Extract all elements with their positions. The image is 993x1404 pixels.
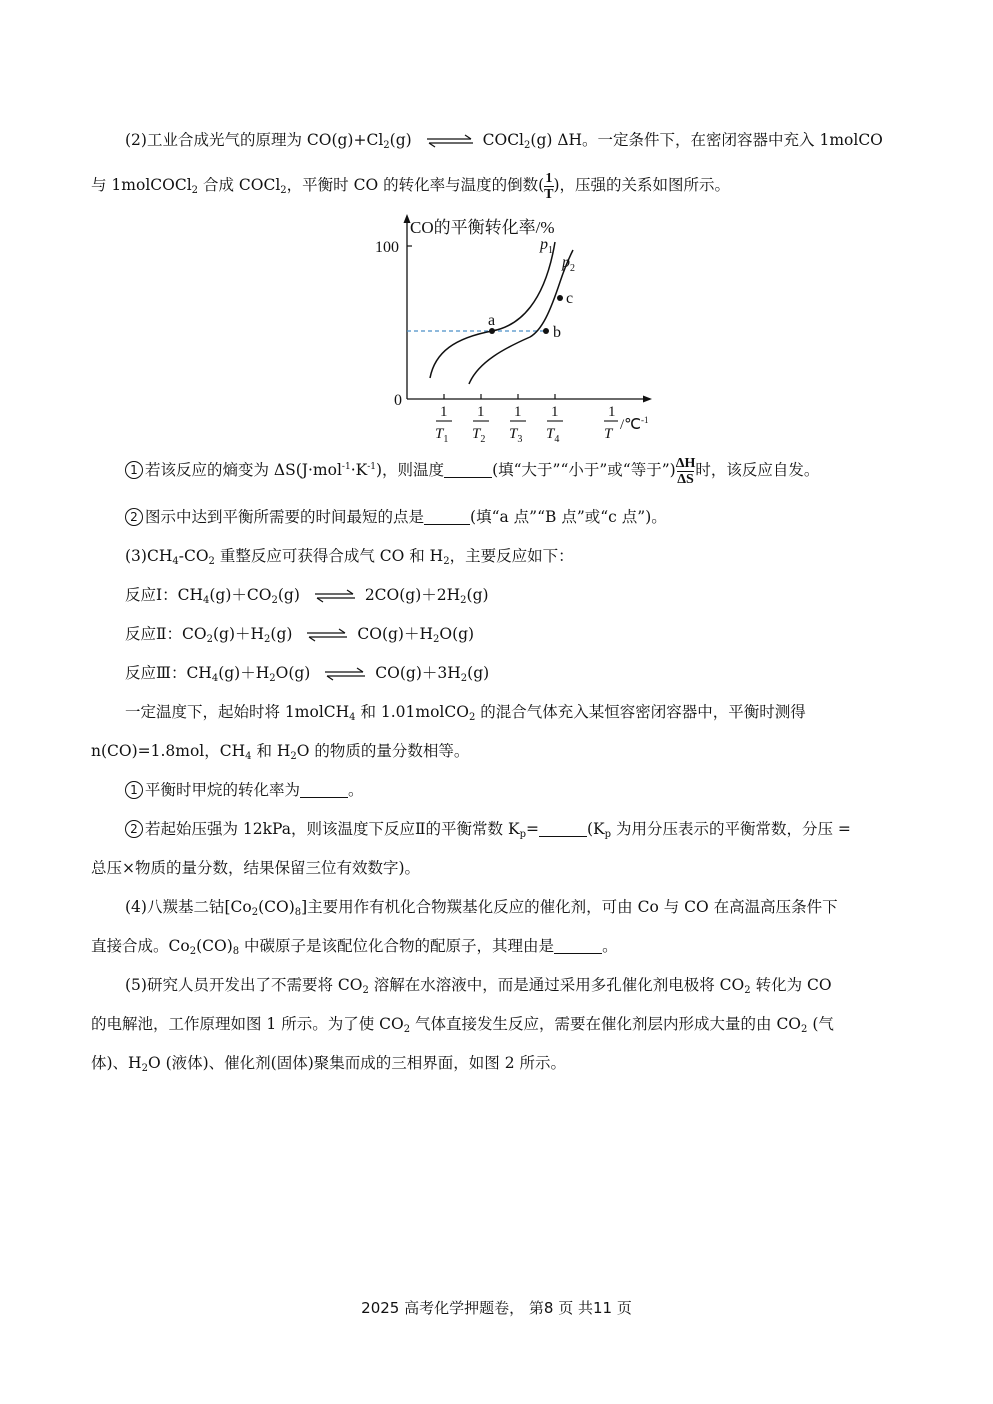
text: 与 1molCOCl (91, 176, 192, 194)
text: 若起始压强为 12kPa，则该温度下反应Ⅱ的平衡常数 K (145, 820, 520, 838)
origin-label: 0 (394, 392, 402, 409)
text: 重整反应可获得合成气 CO 和 H (214, 547, 444, 565)
subscript: 2 (251, 907, 259, 918)
x-unit-den: T (604, 426, 613, 442)
text: ·K (350, 461, 368, 479)
reaction-1-line (0, 580, 993, 610)
x-unit-label: /℃$^{-1}$ (620, 415, 649, 433)
subscript: 2 (189, 946, 197, 957)
q3-2-line-2 (0, 853, 993, 883)
subscript: 2 (264, 634, 271, 645)
q4-line-2 (0, 931, 993, 961)
text: CO(g)＋3H (375, 664, 461, 682)
subscript: 4 (172, 556, 179, 567)
text: 平衡时甲烷的转化率为 (145, 781, 301, 799)
text: 的电解池，工作原理如图 1 所示。为了使 CO (91, 1015, 404, 1033)
q2-line-2 (0, 170, 993, 200)
x-tick-label-num: 1 (551, 404, 559, 420)
answer-blank[interactable] (539, 818, 587, 837)
fraction-dH-over-dS (676, 456, 696, 487)
equilibrium-arrow-icon (305, 629, 349, 641)
text: (填“大于”“小于”或“等于”) (492, 461, 676, 479)
data-point-b (543, 328, 549, 334)
subscript: 2 (280, 185, 287, 196)
x-tick-group (435, 394, 563, 445)
subscript: 2 (460, 595, 467, 606)
text: O (液体)、催化剂(固体)聚集而成的三相界面，如图 2 所示。 (147, 1054, 566, 1072)
x-tick-label-1: $T_1$ (435, 426, 449, 445)
y-tick-label-100: 100 (375, 239, 399, 256)
text: (5)研究人员开发出了不需要将 CO (125, 976, 363, 994)
text: O(g) (439, 625, 475, 643)
x-tick-label-3: $T_3$ (509, 426, 523, 445)
subscript: 8 (294, 907, 302, 918)
subscript: 2 (271, 595, 278, 606)
circled-number-2: 2 (125, 508, 143, 526)
text: (g)＋H (218, 664, 270, 682)
text: ，平衡时 CO 的转化率与温度的倒数( (286, 176, 545, 194)
text: (g) ΔH。一定条件下，在密闭容器中充入 1molCO (530, 131, 883, 149)
text: ，主要反应如下： (449, 547, 574, 565)
text: = (525, 820, 539, 838)
q3-paragraph-line-1 (0, 697, 993, 727)
text: (K (586, 820, 605, 838)
subscript: 2 (362, 985, 369, 996)
q5-line-3 (0, 1048, 993, 1078)
text: 的混合气体充入某恒容密闭容器中，平衡时测得 (475, 703, 806, 721)
subscript: 2 (383, 140, 390, 151)
text: (g) (270, 625, 293, 643)
subscript: 2 (141, 1063, 148, 1074)
text: 总压×物质的量分数，结果保留三位有效数字)。 (91, 859, 421, 877)
text: 反应Ⅰ：CH (125, 586, 203, 604)
subscript: 2 (524, 140, 531, 151)
circled-number-2: 2 (125, 820, 143, 838)
text: (g)＋CO (209, 586, 272, 604)
text: 反应Ⅱ：CO (125, 625, 207, 643)
x-tick-label-num: 1 (477, 404, 485, 420)
text: 。 (602, 937, 618, 955)
subscript: 2 (468, 712, 476, 723)
text: (g)＋H (212, 625, 265, 643)
subscript: 2 (744, 985, 751, 996)
subscript: 2 (403, 1024, 411, 1035)
subscript: 2 (208, 556, 215, 567)
numerator: ΔH (675, 455, 696, 471)
circled-number-1: 1 (125, 461, 143, 479)
denominator: ΔS (677, 471, 694, 487)
q5-line-1 (0, 970, 993, 1000)
text: 反应Ⅲ：CH (125, 664, 212, 682)
subscript: 4 (211, 673, 219, 684)
text: COCl (482, 131, 525, 149)
subscript: 2 (460, 673, 468, 684)
answer-blank[interactable] (554, 935, 602, 954)
q3-2-line-1 (0, 814, 993, 844)
numerator: 1 (545, 170, 553, 186)
reaction-2-line (0, 619, 993, 649)
q2-line-1 (0, 125, 993, 155)
text: O(g) (275, 664, 311, 682)
subscript: 2 (801, 1024, 808, 1035)
answer-blank[interactable] (424, 506, 470, 525)
text: (气 (807, 1015, 834, 1033)
answer-blank[interactable] (444, 459, 492, 478)
text: n(CO)=1.8mol，CH (91, 742, 246, 760)
text: 时，该反应自发。 (695, 461, 820, 479)
point-label-b: b (553, 324, 561, 341)
subscript: 2 (432, 634, 440, 645)
text: 溶解在水溶液中，而是通过采用多孔催化剂电极将 CO (368, 976, 745, 994)
fraction-1-over-T (544, 171, 553, 202)
subscript: 4 (349, 712, 356, 723)
reaction-3-line (0, 658, 993, 688)
subscript: 2 (290, 751, 297, 762)
subscript: 4 (203, 595, 210, 606)
y-axis-label: CO的平衡转化率/% (410, 218, 555, 237)
text: 和 H (251, 742, 291, 760)
text: 和 1.01molCO (355, 703, 469, 721)
text: 中碳原子是该配位化合物的配原子，其理由是 (239, 937, 555, 955)
conversion-chart (375, 212, 670, 447)
subscript: p (519, 829, 526, 840)
answer-blank[interactable] (300, 779, 348, 798)
text: 。 (348, 781, 364, 799)
text: (CO) (258, 898, 295, 916)
q2-1-line (0, 455, 993, 485)
q3-paragraph-line-2 (0, 736, 993, 766)
text: CO(g)＋H (357, 625, 433, 643)
text: )，压强的关系如图所示。 (553, 176, 731, 194)
text: )，则温度 (376, 461, 445, 479)
point-label-a: a (488, 312, 496, 329)
superscript: -1 (341, 462, 351, 472)
x-tick-label-num: 1 (440, 404, 448, 420)
q4-line-1 (0, 892, 993, 922)
subscript: 2 (269, 673, 276, 684)
superscript: -1 (367, 462, 376, 472)
series-label-p1: $p_1$ (540, 236, 553, 256)
subscript: 8 (232, 946, 240, 957)
text: 合成 COCl (198, 176, 281, 194)
equilibrium-arrow-icon (425, 135, 475, 147)
text: (CO) (196, 937, 233, 955)
x-tick-label-4: $T_4$ (546, 426, 560, 445)
text: 一定温度下，起始时将 1molCH (125, 703, 350, 721)
x-axis-arrow-icon (643, 396, 652, 403)
subscript: 2 (443, 556, 450, 567)
q3-line (0, 541, 993, 571)
page-footer: 2025 高考化学押题卷， 第8 页 共11 页 (361, 1299, 632, 1317)
text: (2)工业合成光气的原理为 CO(g)+Cl (125, 131, 384, 149)
text: 为用分压表示的平衡常数，分压 = (611, 820, 851, 838)
text: ]主要用作有机化合物羰基化反应的催化剂，可由 Co 与 CO 在高温高压条件下 (301, 898, 838, 916)
series-label-p2: $p_2$ (562, 254, 575, 274)
text: (填“a 点”“B 点”或“c 点”)。 (470, 508, 667, 526)
text: 体)、H (91, 1054, 142, 1072)
text: (g) (467, 664, 490, 682)
text: (g) (466, 586, 489, 604)
text: O 的物质的量分数相等。 (296, 742, 470, 760)
q3-1-line (0, 775, 993, 805)
equilibrium-arrow-icon (323, 668, 367, 680)
subscript: p (604, 829, 612, 840)
text: 图示中达到平衡所需要的时间最短的点是 (145, 508, 425, 526)
text: 若该反应的熵变为 ΔS(J·mol (145, 461, 342, 479)
text: (g) (389, 131, 412, 149)
circled-number-1: 1 (125, 781, 143, 799)
text: 2CO(g)＋2H (364, 586, 461, 604)
text: 直接合成。Co (91, 937, 190, 955)
q2-2-line (0, 502, 993, 532)
x-tick-label-2: $T_2$ (472, 426, 486, 445)
text: (g) (277, 586, 300, 604)
equilibrium-arrow-icon (313, 590, 357, 602)
text: 气体直接发生反应，需要在催化剂层内形成大量的由 CO (410, 1015, 802, 1033)
denominator: T (544, 186, 554, 202)
data-point-c (557, 295, 563, 301)
x-tick-label-num: 1 (514, 404, 522, 420)
text: (3)CH (125, 547, 173, 565)
text: (4)八羰基二钴[Co (125, 898, 252, 916)
q5-line-2 (0, 1009, 993, 1039)
subscript: 2 (191, 185, 199, 196)
subscript: 2 (206, 634, 213, 645)
subscript: 4 (245, 751, 252, 762)
text: -CO (178, 547, 209, 565)
point-label-c: c (566, 290, 574, 307)
x-unit-num: 1 (608, 404, 616, 420)
text: 转化为 CO (750, 976, 832, 994)
